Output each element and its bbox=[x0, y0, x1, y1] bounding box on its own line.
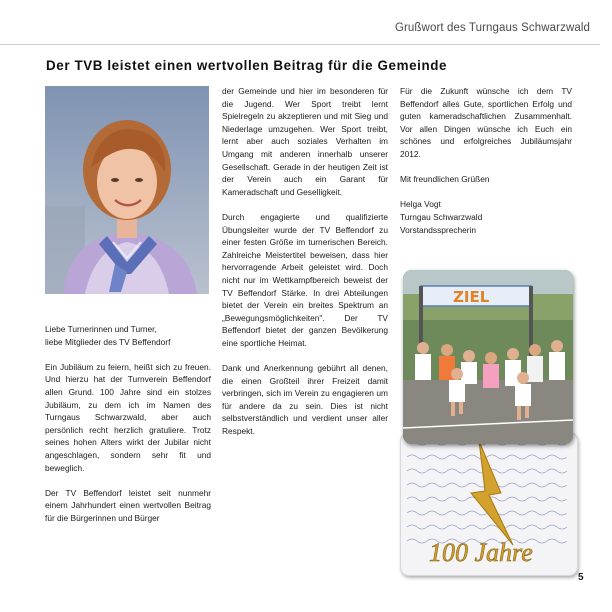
page-number: 5 bbox=[578, 572, 584, 583]
anniversary-logo bbox=[400, 432, 578, 576]
closing-line: Mit freundlichen Grüßen bbox=[400, 174, 490, 185]
paragraph: Dank und Anerkennung gebührt all denen, die einen Großteil ihrer Freizeit damit verbringen, sich im Verein zu engagieren um für andere da zu sein. Dies ist nicht selbstverständlich und verdient unser aller Respekt. bbox=[222, 363, 388, 437]
paragraph: Der TV Beffendorf leistet seit nunmehr einem Jahrhundert einen wertvollen Beitrag für die Bürgerinnen und Bürger bbox=[45, 487, 211, 523]
paragraph: Durch engagierte und qualifizierte Übungsleiter wurde der TV Beffendorf zu einer festen Größe im turnerischen Bereich. Zahlreiche Meistertitel beweisen, dass hier hervorragende Arbeit geleistet wird. Doch nicht nur im Wettkampfbereich beweist der TV Beffendorf Stärke. In drei Abteilungen bietet der Verein ein breites Spektrum an „Bewegungsmöglichkeiten". Der TV Beffendorf bietet der ganzen Bevölkerung eine sportliche Heimat. bbox=[222, 211, 388, 348]
greeting-line-2: liebe Mitglieder des TV Beffendorf bbox=[45, 336, 171, 347]
paragraph: der Gemeinde und hier im besonderen für die Jugend. Wer Sport treibt lernt Spielregeln zu akzeptieren und mit Sieg und Niederlage umzugehen. Wer Sport treibt, lernt aber auch soziales Verhalten im Umgang mit anderen innerhalb unserer Gesellschaft. Gerade in der heutigen Zeit ist der Verein auch ein Garant für Kameradschaft und Geselligkeit. bbox=[222, 86, 388, 197]
signature-role: Vorstandssprecherin bbox=[400, 224, 477, 235]
portrait-photo bbox=[45, 86, 209, 294]
greeting-line-1: Liebe Turnerinnen und Turner, bbox=[45, 324, 157, 334]
paragraph: Für die Zukunft wünsche ich dem TV Beffendorf alles Gute, sportlichen Erfolg und guten kameradschaftlichen Zusammenhalt. Vor allen Dingen wünsche ich Euch ein schönes und erfolgreiches Jubiläumsjahr 2012. bbox=[400, 86, 572, 159]
paragraph: Ein Jubiläum zu feiern, heißt sich zu freuen. Und hierzu hat der Turnverein Beffendorf allen Grund. 100 Jahre sind ein stolzes Jubiläum, zu dem ich im Namen des Turngaus Schwarzwald, aber auch persönlich recht herzlich gratuliere. Trotz seines hohen Alters wirkt der Jubilar nicht angeschlagen, sondern sehr fit und beweglich. bbox=[45, 361, 211, 473]
signature-org: Turngau Schwarzwald bbox=[400, 211, 483, 222]
text-column-1 bbox=[45, 323, 211, 537]
signature-name: Helga Vogt bbox=[400, 199, 441, 210]
text-column-2 bbox=[222, 85, 388, 450]
page-title: Der TVB leistet einen wertvollen Beitrag für die Gemeinde bbox=[46, 58, 448, 73]
finish-banner-text: ZIEL bbox=[453, 288, 490, 306]
anniversary-logo-text: 100 Jahre bbox=[429, 538, 533, 567]
section-header: Grußwort des Turngaus Schwarzwald bbox=[394, 22, 590, 34]
race-photo bbox=[403, 270, 573, 444]
header-rule bbox=[0, 44, 600, 45]
text-column-3 bbox=[400, 85, 572, 236]
